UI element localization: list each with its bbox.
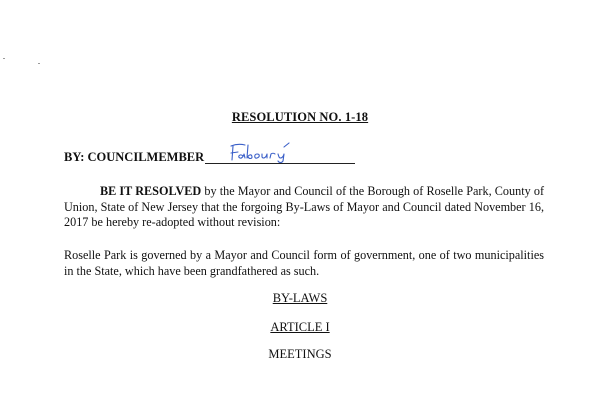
by-label: BY: COUNCILMEMBER	[64, 150, 205, 164]
resolution-paragraph	[64, 184, 544, 231]
scan-speck	[38, 63, 40, 64]
handwritten-signature	[227, 142, 293, 164]
resolution-body-text: by the Mayor and Council of the Borough of Roselle Park, County of Union, State of New Jersey that the forgoing By-Laws of Mayor and Council dated November 16, 2017 be hereby re-adopted without revision:	[64, 184, 545, 229]
resolved-lead: BE IT RESOLVED	[100, 184, 202, 198]
by-councilmember-line	[64, 150, 204, 165]
article-heading: ARTICLE I	[270, 320, 330, 334]
resolution-title: RESOLUTION NO. 1-18	[231, 110, 369, 124]
bylaws-heading: BY-LAWS	[272, 291, 328, 305]
government-paragraph: Roselle Park is governed by a Mayor and Council form of government, one of two municipalities in the State, which have been grandfathered as such.	[64, 248, 544, 278]
meetings-heading: MEETINGS	[268, 347, 332, 361]
scan-speck	[3, 58, 5, 59]
